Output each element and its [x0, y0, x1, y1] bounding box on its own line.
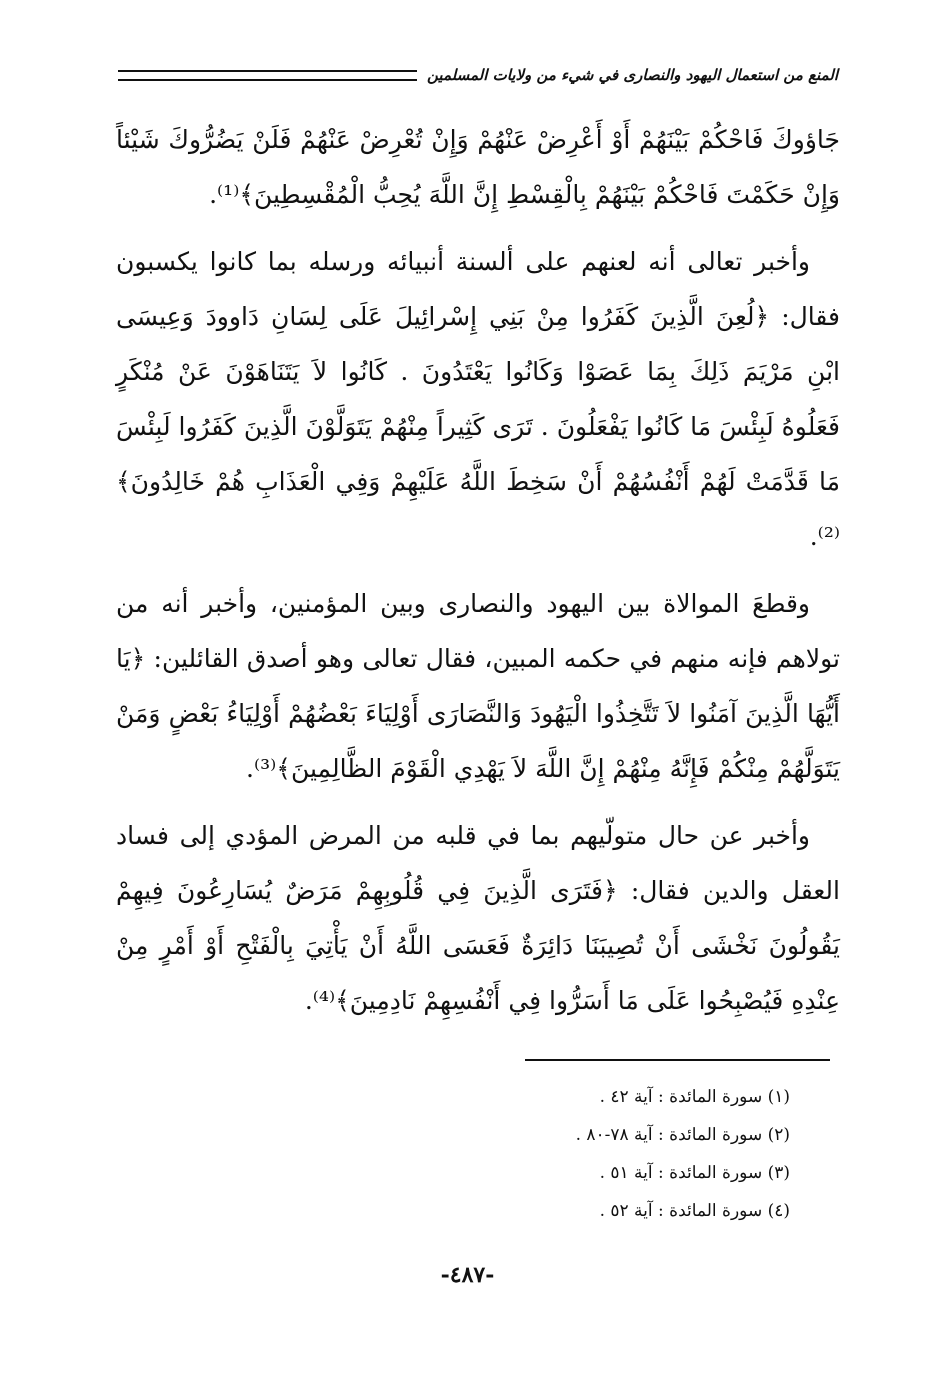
paragraph: وقطعَ الموالاة بين اليهود والنصارى وبين المؤمنين، وأخبر أنه من تولاهم فإنه منهم في حكمه المبين، فقال تعالى وهو أصدق القائلين: ﴿يَا أَيُّهَا الَّذِينَ آمَنُوا لاَ تَتَّخِذُوا الْيَهُودَ وَالنَّصَارَى أَوْلِيَاءَ بَعْضُهُمْ أَوْلِيَاءُ بَعْضٍ وَمَنْ يَتَوَلَّهُمْ مِنْكُمْ فَإِنَّهُ مِنْهُمْ إِنَّ اللَّهَ لاَ يَهْدِي الْقَوْمَ الظَّالِمِينَ﴾⁽³⁾. [116, 589, 840, 783]
footnote-item: (٣) سورة المائدة : آية ٥١ . [599, 1163, 790, 1183]
body-text [116, 112, 840, 1028]
footnote-item: (٤) سورة المائدة : آية ٥٢ . [599, 1201, 790, 1221]
running-header-title: المنع من استعمال اليهود والنصارى في شيء من ولايات المسلمين [427, 66, 838, 84]
page-number: -٤٨٧- [440, 1262, 495, 1288]
paragraph: وأخبر عن حال متولّيهم بما في قلبه من المرض المؤدي إلى فساد العقل والدين فقال: ﴿فَتَرَى الَّذِينَ فِي قُلُوبِهِمْ مَرَضٌ يُسَارِعُونَ فِيهِمْ يَقُولُونَ نَخْشَى أَنْ تُصِيبَنَا دَائِرَةٌ فَعَسَى اللَّهُ أَنْ يَأْتِيَ بِالْفَتْحِ أَوْ أَمْرٍ مِنْ عِنْدِهِ فَيُصْبِحُوا عَلَى مَا أَسَرُّوا فِي أَنْفُسِهِمْ نَادِمِينَ﴾⁽⁴⁾. [116, 821, 840, 1015]
paragraph: وأخبر تعالى أنه لعنهم على ألسنة أنبيائه ورسله بما كانوا يكسبون فقال: ﴿لُعِنَ الَّذِينَ كَفَرُوا مِنْ بَنِي إِسْرائِيلَ عَلَى لِسَانِ دَاوودَ وَعِيسَى ابْنِ مَرْيَمَ ذَلِكَ بِمَا عَصَوْا وَكَانُوا يَعْتَدُونَ . كَانُوا لاَ يَتَنَاهَوْنَ عَنْ مُنْكَرٍ فَعَلُوهُ لَبِئْسَ مَا كَانُوا يَفْعَلُونَ . تَرَى كَثِيراً مِنْهُمْ يَتَوَلَّوْنَ الَّذِينَ كَفَرُوا لَبِئْسَ مَا قَدَّمَتْ لَهُمْ أَنْفُسُهُمْ أَنْ سَخِطَ اللَّهُ عَلَيْهِمْ وَفِي الْعَذَابِ هُمْ خَالِدُونَ﴾⁽²⁾. [116, 247, 840, 551]
paragraph-continuation: جَاؤوكَ فَاحْكُمْ بَيْنَهُمْ أَوْ أَعْرِضْ عَنْهُمْ وَإِنْ تُعْرِضْ عَنْهُمْ فَلَنْ يَضُرُّوكَ شَيْئاً وَإِنْ حَكَمْتَ فَاحْكُمْ بَيْنَهُمْ بِالْقِسْطِ إِنَّ اللَّهَ يُحِبُّ الْمُقْسِطِينَ﴾⁽¹⁾. [116, 125, 840, 209]
footnote-item: (٢) سورة المائدة : آية ٧٨-٨٠ . [575, 1125, 790, 1145]
footnote-item: (١) سورة المائدة : آية ٤٢ . [599, 1087, 790, 1107]
footnotes [480, 1078, 790, 1230]
running-header [118, 58, 838, 92]
footnote-separator [525, 1059, 830, 1061]
header-double-rule [118, 70, 417, 81]
